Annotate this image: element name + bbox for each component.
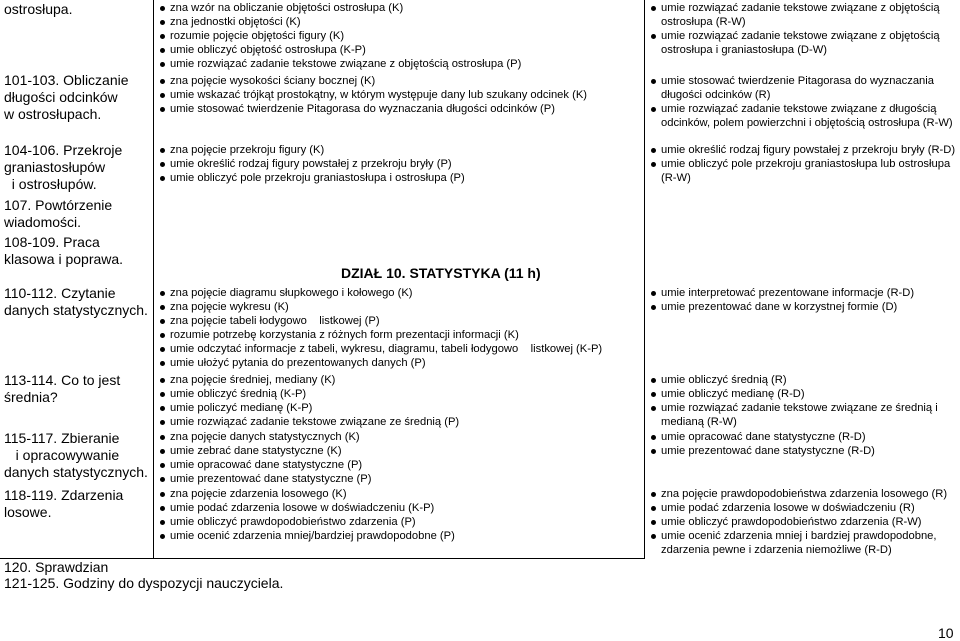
right-group-dlugosci xyxy=(647,74,957,130)
topic-line: 101-103. Obliczanie xyxy=(4,72,129,88)
requirement-item: zna pojęcie tabeli łodygowo listkowej (P) xyxy=(156,314,642,328)
mid-group-srednia xyxy=(156,373,642,429)
requirement-item: umie ułożyć pytania do prezentowanych danych (P) xyxy=(156,356,642,370)
mid-group-czytanie xyxy=(156,286,642,371)
footer-godziny: 121-125. Godziny do dyspozycji nauczyciela. xyxy=(4,575,284,591)
requirement-item: rozumie pojęcie objętości figury (K) xyxy=(156,29,642,43)
column-divider-right xyxy=(644,0,645,558)
requirement-item: zna wzór na obliczanie objętości ostrosłupa (K) xyxy=(156,1,642,15)
mid-group-zbieranie xyxy=(156,430,642,486)
requirement-item: zna pojęcie wysokości ściany bocznej (K) xyxy=(156,74,642,88)
requirement-item: umie stosować twierdzenie Pitagorasa do wyznaczania długości odcinków (P) xyxy=(156,102,642,116)
topic-line: 110-112. Czytanie xyxy=(4,285,116,301)
topic-srednia xyxy=(4,372,120,406)
mid-group-objetosc xyxy=(156,1,642,71)
topic-zbieranie xyxy=(4,430,148,481)
topic-zdarzenia-losowe xyxy=(4,487,123,521)
requirement-item: umie prezentować dane statystyczne (R-D) xyxy=(647,444,957,458)
requirement-item: umie prezentować dane statystyczne (P) xyxy=(156,472,642,486)
requirement-item: umie określić rodzaj figury powstałej z przekroju bryły (R-D) xyxy=(647,143,957,157)
requirement-item: zna jednostki objętości (K) xyxy=(156,15,642,29)
topic-dlugosci-odcinkow xyxy=(4,72,129,123)
topic-line: losowe. xyxy=(4,504,52,520)
requirement-item: umie obliczyć średnią (R) xyxy=(647,373,957,387)
topic-ostroslupa-end xyxy=(4,1,72,18)
requirement-item: umie policzyć medianę (K-P) xyxy=(156,401,642,415)
right-group-zbieranie xyxy=(647,430,957,458)
page-number: 10 xyxy=(938,625,954,641)
topic-line: i opracowywanie xyxy=(4,447,120,463)
topic-line: 104-106. Przekroje xyxy=(4,142,123,158)
topic-przekroje xyxy=(4,142,122,193)
requirement-item: umie stosować twierdzenie Pitagorasa do wyznaczania długości odcinków (R) xyxy=(647,74,957,102)
requirement-item: umie obliczyć średnią (K-P) xyxy=(156,387,642,401)
requirement-item: zna pojęcie prawdopodobieństwa zdarzenia losowego (R) xyxy=(647,487,957,501)
column-divider-left xyxy=(153,0,154,558)
requirement-item: umie obliczyć pole przekroju graniastosłupa lub ostrosłupa (R-W) xyxy=(647,157,957,185)
topic-line: 113-114. Co to jest xyxy=(4,372,121,388)
requirement-item: umie rozwiązać zadanie tekstowe związane z objętością ostrosłupa i graniastosłupa (D-W) xyxy=(647,29,957,57)
topic-line: średnia? xyxy=(4,389,58,405)
requirement-item: umie ocenić zdarzenia mniej i bardziej prawdopodobne, zdarzenia pewne i zdarzenia niemożliwe (R-D) xyxy=(647,529,957,557)
topic-line: danych statystycznych. xyxy=(4,302,148,318)
requirement-item: umie rozwiązać zadanie tekstowe związane ze średnią (P) xyxy=(156,415,642,429)
requirement-item: zna pojęcie danych statystycznych (K) xyxy=(156,430,642,444)
topic-line: 108-109. Praca xyxy=(4,234,100,250)
requirement-item: zna pojęcie średniej, mediany (K) xyxy=(156,373,642,387)
mid-group-przekroje xyxy=(156,143,642,185)
requirement-item: umie obliczyć prawdopodobieństwo zdarzenia (P) xyxy=(156,515,642,529)
topic-line: 107. Powtórzenie xyxy=(4,197,113,213)
requirement-item: umie interpretować prezentowane informacje (R-D) xyxy=(647,286,957,300)
requirement-item: umie rozwiązać zadanie tekstowe związane ze średnią i medianą (R-W) xyxy=(647,401,957,429)
topic-line: 115-117. Zbieranie xyxy=(4,430,120,446)
requirement-item: zna pojęcie wykresu (K) xyxy=(156,300,642,314)
requirement-item: umie rozwiązać zadanie tekstowe związane z objętością ostrosłupa (P) xyxy=(156,57,642,71)
requirement-item: umie prezentować dane w korzystnej formie (D) xyxy=(647,300,957,314)
requirement-item: umie wskazać trójkąt prostokątny, w którym występuje dany lub szukany odcinek (K) xyxy=(156,88,642,102)
topic-line: w ostrosłupach. xyxy=(4,106,102,122)
requirement-item: rozumie potrzebę korzystania z różnych form prezentacji informacji (K) xyxy=(156,328,642,342)
right-group-objetosc xyxy=(647,1,957,57)
topic-line: wiadomości. xyxy=(4,214,82,230)
requirement-item: umie rozwiązać zadanie tekstowe związane z długością odcinków, polem powierzchni i objętością ostrosłupa (R-W) xyxy=(647,102,957,130)
requirement-item: umie opracować dane statystyczne (P) xyxy=(156,458,642,472)
requirement-item: umie rozwiązać zadanie tekstowe związane z objętością ostrosłupa (R-W) xyxy=(647,1,957,29)
requirement-item: umie podać zdarzenia losowe w doświadczeniu (R) xyxy=(647,501,957,515)
topic-praca-klasowa xyxy=(4,234,123,268)
right-group-czytanie xyxy=(647,286,957,314)
requirement-item: umie obliczyć pole przekroju graniastosłupa i ostrosłupa (P) xyxy=(156,171,642,185)
requirement-item: umie podać zdarzenia losowe w doświadczeniu (K-P) xyxy=(156,501,642,515)
requirement-item: umie obliczyć medianę (R-D) xyxy=(647,387,957,401)
topic-czytanie-danych xyxy=(4,285,148,319)
mid-group-dlugosci xyxy=(156,74,642,116)
topic-line: danych statystycznych. xyxy=(4,464,148,480)
right-group-srednia xyxy=(647,373,957,429)
requirement-item: umie ocenić zdarzenia mniej/bardziej prawdopodobne (P) xyxy=(156,529,642,543)
requirement-item: umie odczytać informacje z tabeli, wykresu, diagramu, tabeli łodygowo listkowej (K-P) xyxy=(156,342,642,356)
footer-sprawdzian: 120. Sprawdzian xyxy=(4,559,109,575)
requirement-item: umie opracować dane statystyczne (R-D) xyxy=(647,430,957,444)
requirement-item: zna pojęcie diagramu słupkowego i kołowego (K) xyxy=(156,286,642,300)
requirement-item: umie określić rodzaj figury powstałej z przekroju bryły (P) xyxy=(156,157,642,171)
requirement-item: zna pojęcie zdarzenia losowego (K) xyxy=(156,487,642,501)
mid-group-zdarzenia xyxy=(156,487,642,543)
requirement-item: umie obliczyć prawdopodobieństwo zdarzenia (R-W) xyxy=(647,515,957,529)
topic-line: długości odcinków xyxy=(4,89,118,105)
topic-powtorzenie xyxy=(4,197,112,231)
topic-line: i ostrosłupów. xyxy=(4,176,97,192)
topic-line: 118-119. Zdarzenia xyxy=(4,487,124,503)
section-heading: DZIAŁ 10. STATYSTYKA (11 h) xyxy=(341,265,541,281)
topic-line: ostrosłupa. xyxy=(4,1,73,17)
topic-line: graniastosłupów xyxy=(4,159,106,175)
topic-line: klasowa i poprawa. xyxy=(4,251,124,267)
requirement-item: zna pojęcie przekroju figury (K) xyxy=(156,143,642,157)
requirement-item: umie obliczyć objętość ostrosłupa (K-P) xyxy=(156,43,642,57)
right-group-przekroje xyxy=(647,143,957,185)
right-group-zdarzenia xyxy=(647,487,957,557)
requirement-item: umie zebrać dane statystyczne (K) xyxy=(156,444,642,458)
